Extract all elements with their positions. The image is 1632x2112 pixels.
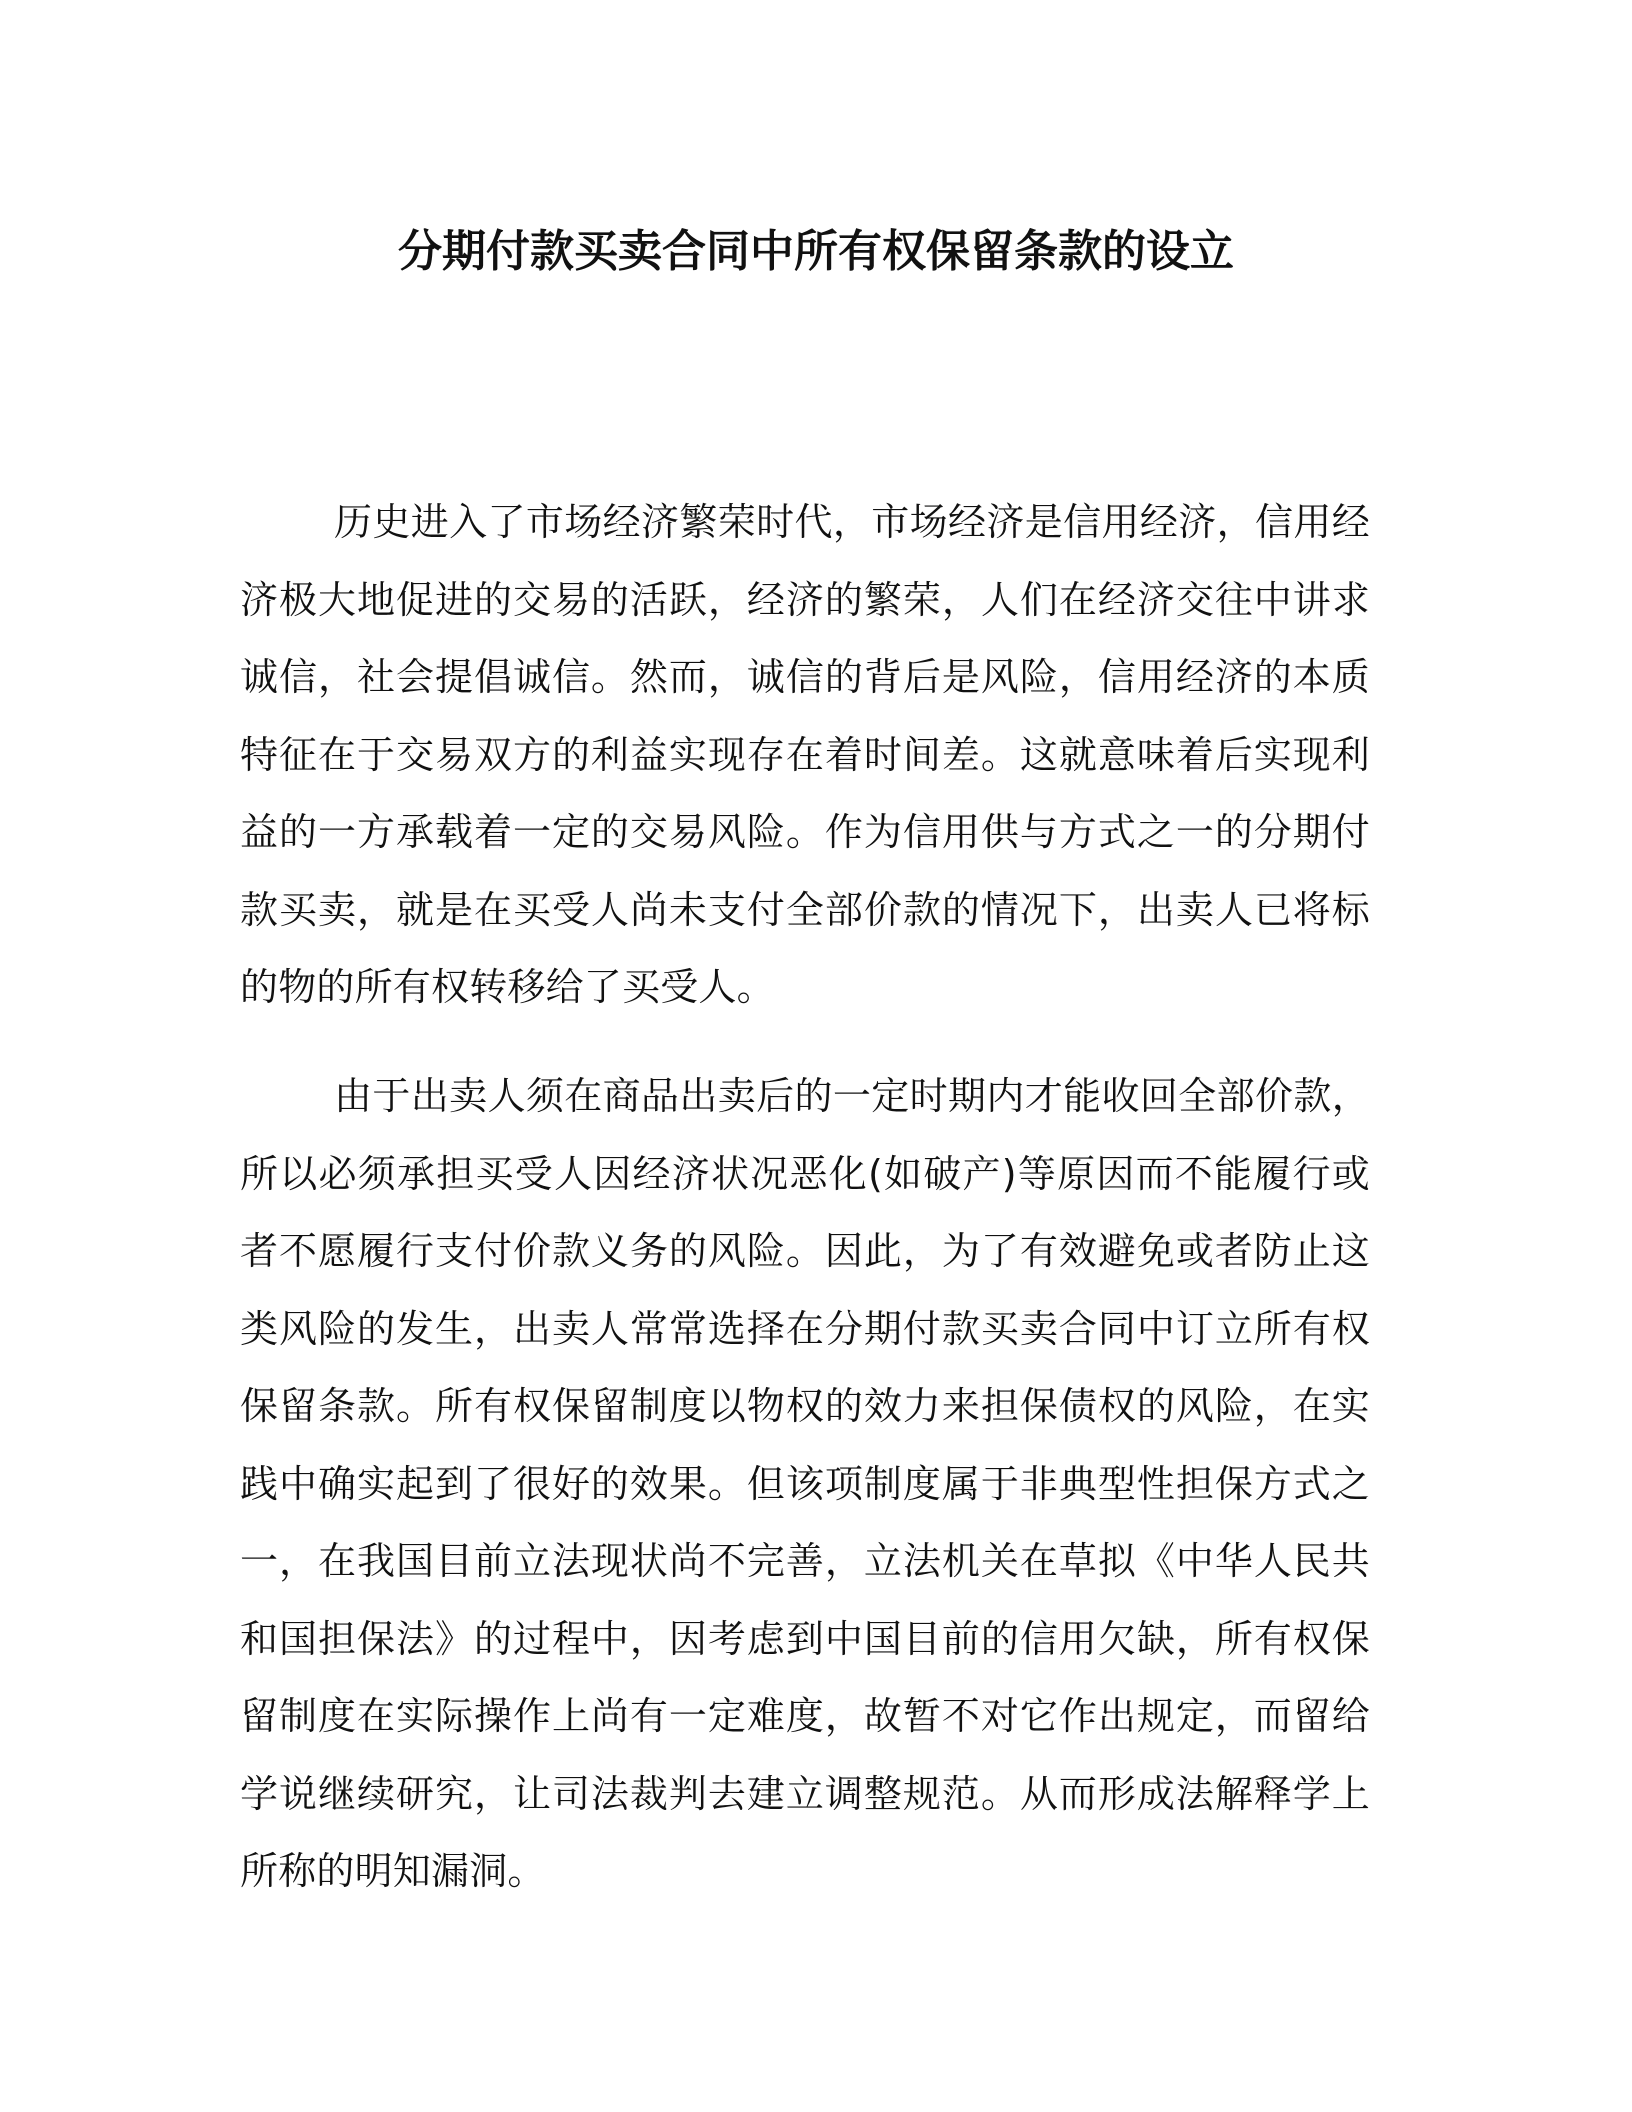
paragraph-1: 历史进入了市场经济繁荣时代，市场经济是信用经济，信用经济极大地促进的交易的活跃，经济的繁荣，人们在经济交往中讲求诚信，社会提倡诚信。然而，诚信的背后是风险，信用经济的本质特征在于交易双方的利益实现存在着时间差。这就意味着后实现利益的一方承载着一定的交易风险。作为信用供与方式之一的分期付款买卖，就是在买受人尚未支付全部价款的情况下，出卖人已将标的物的所有权转移给了买受人。 [240, 500, 1370, 1009]
paragraph-2: 由于出卖人须在商品出卖后的一定时期内才能收回全部价款，所以必须承担买受人因经济状况恶化(如破产)等原因而不能履行或者不愿履行支付价款义务的风险。因此，为了有效避免或者防止这类风险的发生，出卖人常常选择在分期付款买卖合同中订立所有权保留条款。所有权保留制度以物权的效力来担保债权的风险，在实践中确实起到了很好的效果。但该项制度属于非典型性担保方式之一，在我国目前立法现状尚不完善，立法机关在草拟《中华人民共和国担保法》的过程中，因考虑到中国目前的信用欠缺，所有权保留制度在实际操作上尚有一定难度，故暂不对它作出规定，而留给学说继续研究，让司法裁判去建立调整规范。从而形成法解释学上所称的明知漏洞。 [240, 1074, 1370, 1893]
document-title: 分期付款买卖合同中所有权保留条款的设立 [398, 226, 1234, 277]
